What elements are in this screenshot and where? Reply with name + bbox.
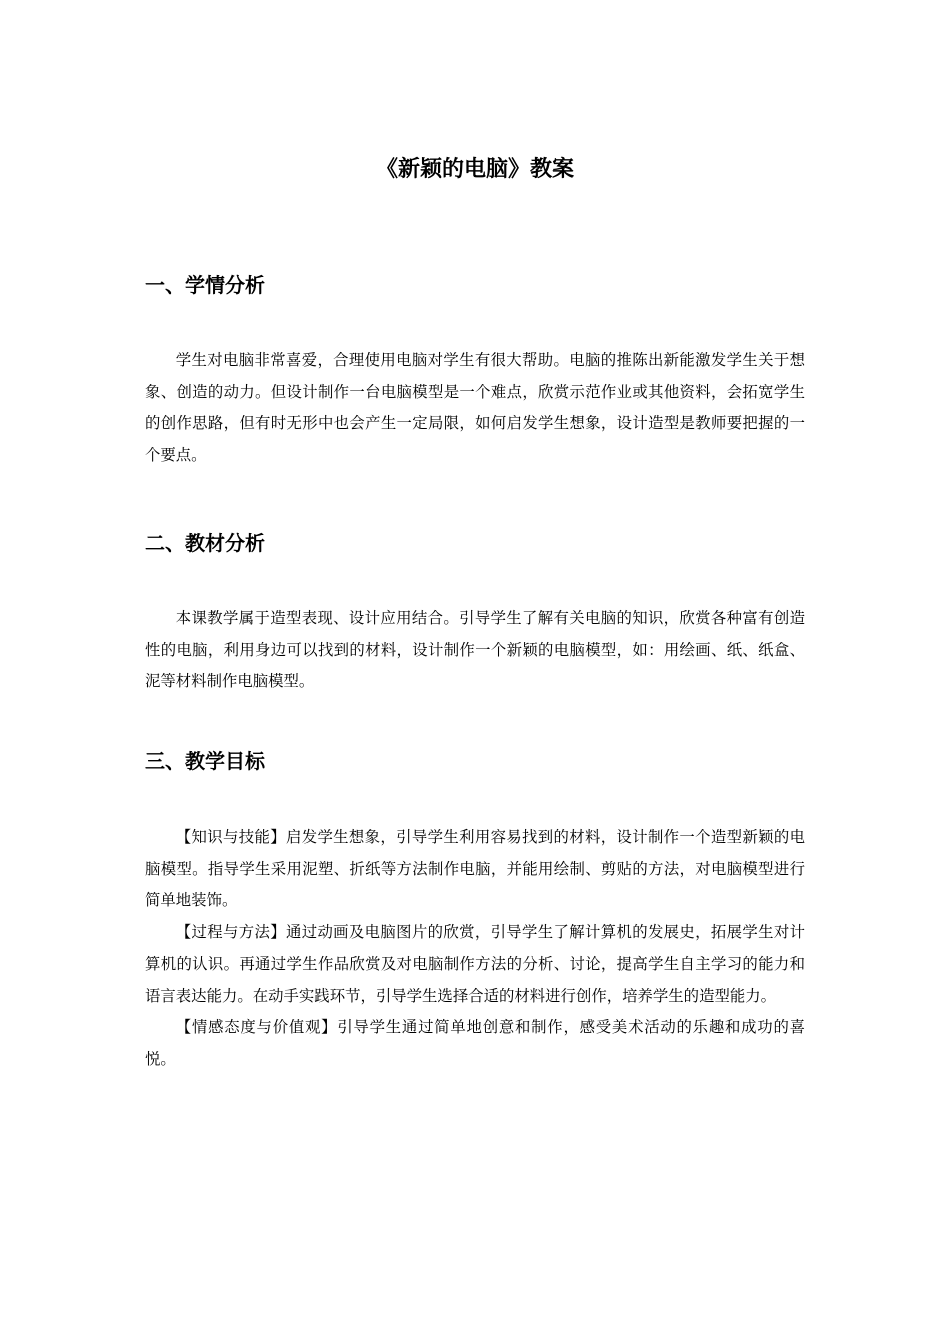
paragraph-process-methods: 【过程与方法】通过动画及电脑图片的欣赏，引导学生了解计算机的发展史，拓展学生对计算机的认识。再通过学生作品欣赏及对电脑制作方法的分析、讨论，提高学生自主学习的能力和语言表达能力。在动手实践环节，引导学生选择合适的材料进行创作，培养学生的造型能力。 [145, 923, 805, 1005]
paragraph: 本课教学属于造型表现、设计应用结合。引导学生了解有关电脑的知识，欣赏各种富有创造性的电脑，利用身边可以找到的材料，设计制作一个新颖的电脑模型，如：用绘画、纸、纸盒、泥等材料制作电脑模型。 [145, 609, 805, 691]
paragraph-emotions-values: 【情感态度与价值观】引导学生通过简单地创意和制作，感受美术活动的乐趣和成功的喜悦。 [145, 1018, 805, 1068]
section-body-learner-analysis [145, 345, 805, 472]
paragraph-knowledge-skills: 【知识与技能】启发学生想象，引导学生利用容易找到的材料，设计制作一个造型新颖的电脑模型。指导学生采用泥塑、折纸等方法制作电脑，并能用绘制、剪贴的方法，对电脑模型进行简单地装饰。 [145, 828, 805, 910]
section-body-material-analysis [145, 603, 805, 698]
document-title: 《新颖的电脑》教案 [375, 156, 574, 182]
section-heading-teaching-objectives: 三、教学目标 [145, 749, 265, 773]
section-heading-material-analysis: 二、教材分析 [145, 531, 265, 555]
section-body-teaching-objectives [145, 822, 805, 1076]
paragraph: 学生对电脑非常喜爱，合理使用电脑对学生有很大帮助。电脑的推陈出新能激发学生关于想象、创造的动力。但设计制作一台电脑模型是一个难点，欣赏示范作业或其他资料，会拓宽学生的创作思路，但有时无形中也会产生一定局限，如何启发学生想象，设计造型是教师要把握的一个要点。 [145, 351, 805, 465]
section-heading-learner-analysis: 一、学情分析 [145, 273, 265, 297]
